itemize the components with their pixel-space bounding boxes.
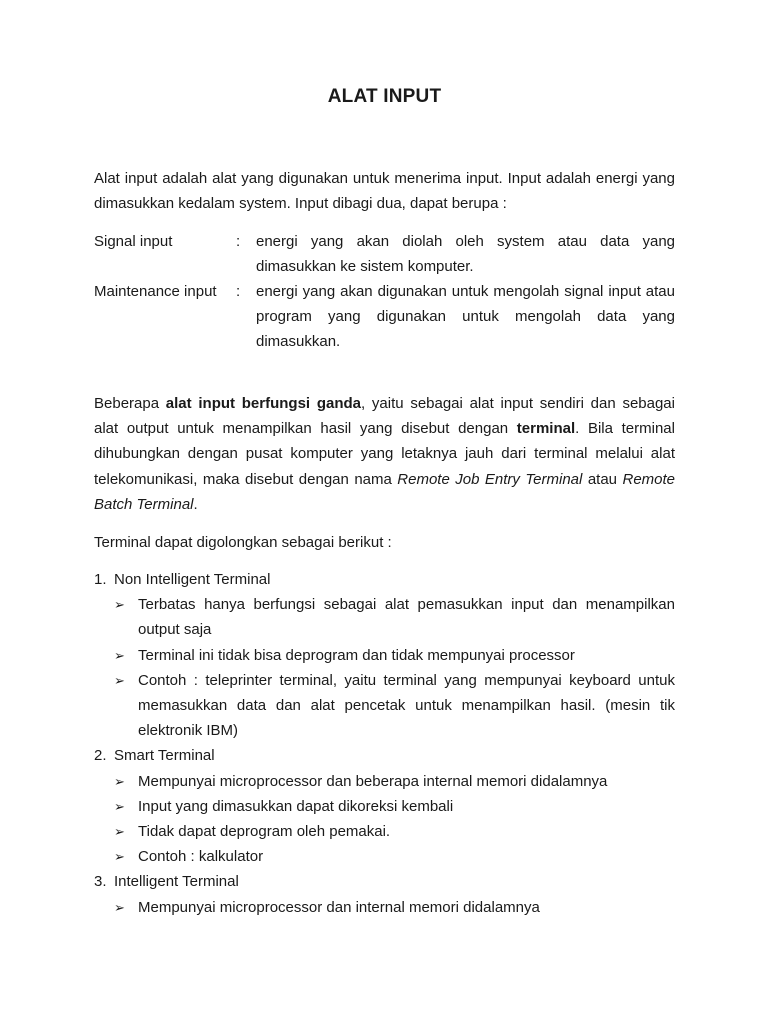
bullet-text: Terminal ini tidak bisa deprogram dan tidak mempunyai processor: [138, 646, 575, 664]
arrowhead-bullet-icon: ➢: [114, 899, 125, 915]
list-item: [94, 869, 675, 919]
arrowhead-bullet-icon: ➢: [114, 824, 125, 840]
list-number: 1.: [94, 571, 107, 588]
list-number: 3.: [94, 873, 107, 891]
bullet-list: [94, 769, 675, 870]
terminal-paragraph: [94, 391, 675, 517]
list-number: 2.: [94, 747, 107, 765]
list-item: [94, 743, 675, 869]
bullet-text: Terbatas hanya berfungsi sebagai alat pemasukkan input dan menampilkan output saja: [138, 596, 675, 639]
paragraph-text: Beberapa: [94, 395, 166, 412]
list-item-heading: [94, 869, 675, 894]
italic-term-rje: Remote Job Entry Terminal: [397, 470, 583, 488]
bullet-item: [94, 819, 675, 844]
intro-paragraph: Alat input adalah alat yang digunakan untuk menerima input. Input adalah energi yang dimasukkan kedalam system. Input dibagi dua, dapat berupa :: [94, 170, 675, 212]
classification-intro: Terminal dapat digolongkan sebagai berikut :: [94, 534, 392, 551]
italic-term-rbt: Remote Batch Terminal: [94, 470, 676, 513]
list-item-title: Non Intelligent Terminal: [114, 571, 271, 588]
bullet-item: [94, 668, 675, 744]
arrowhead-bullet-icon: ➢: [114, 773, 125, 789]
bullet-item: [94, 643, 675, 668]
bullet-text: Contoh : kalkulator: [138, 848, 264, 866]
definition-row-maintenance-input: [94, 279, 675, 354]
bullet-text: Input yang dimasukkan dapat dikoreksi kembali: [138, 797, 454, 815]
bullet-text: Mempunyai microprocessor dan internal memori didalamnya: [138, 898, 540, 916]
bullet-item: [94, 895, 675, 920]
paragraph-text: . Bila terminal dihubungkan dengan pusat komputer yang letaknya jauh dari terminal melalui alat telekomunikasi, maka disebut dengan nama: [94, 420, 675, 488]
definition-colon: :: [236, 283, 241, 300]
bullet-item: [94, 794, 675, 819]
bullet-text: Mempunyai microprocessor dan beberapa internal memori didalamnya: [138, 772, 608, 790]
definition-term: Signal input: [94, 233, 173, 250]
list-item-title: Smart Terminal: [114, 747, 215, 765]
list-item-heading: [94, 567, 675, 592]
bullet-item: [94, 769, 675, 794]
definition-term: Maintenance input: [94, 283, 217, 300]
bullet-text: Tidak dapat deprogram oleh pemakai.: [138, 823, 391, 841]
list-item: [94, 567, 675, 743]
arrowhead-bullet-icon: ➢: [114, 849, 125, 865]
arrowhead-bullet-icon: ➢: [114, 647, 125, 663]
arrowhead-bullet-icon: ➢: [114, 672, 125, 688]
bold-term-terminal: terminal: [516, 420, 576, 438]
definition-list: [94, 229, 675, 354]
list-item-heading: [94, 743, 675, 768]
arrowhead-bullet-icon: ➢: [114, 597, 125, 613]
paragraph-text: , yaitu sebagai alat input sendiri dan sebagai alat output untuk menampilkan hasil yang disebut dengan: [94, 395, 675, 438]
bullet-list: [94, 592, 675, 743]
bold-term-dual-function: alat input berfungsi ganda: [165, 395, 361, 412]
bullet-text: Contoh : teleprinter terminal, yaitu terminal yang mempunyai keyboard untuk memasukkan data dan alat pencetak untuk menampilkan hasil. (mesin tik elektronik IBM): [138, 671, 675, 740]
bullet-item: [94, 592, 675, 642]
bullet-list: [94, 895, 675, 920]
arrowhead-bullet-icon: ➢: [114, 798, 125, 814]
bullet-item: [94, 844, 675, 869]
definition-row-signal-input: [94, 229, 675, 279]
page-title: ALAT INPUT: [327, 86, 442, 107]
definition-text: energi yang akan digunakan untuk mengolah signal input atau program yang digunakan untuk mengolah data yang dimasukkan.: [256, 283, 675, 350]
definition-colon: :: [236, 233, 241, 250]
paragraph-text: .: [193, 495, 198, 513]
list-item-title: Intelligent Terminal: [114, 873, 239, 891]
terminal-types-list: [94, 567, 675, 920]
paragraph-text: atau: [582, 470, 623, 488]
definition-text: energi yang akan diolah oleh system atau data yang dimasukkan ke sistem komputer.: [256, 233, 675, 275]
